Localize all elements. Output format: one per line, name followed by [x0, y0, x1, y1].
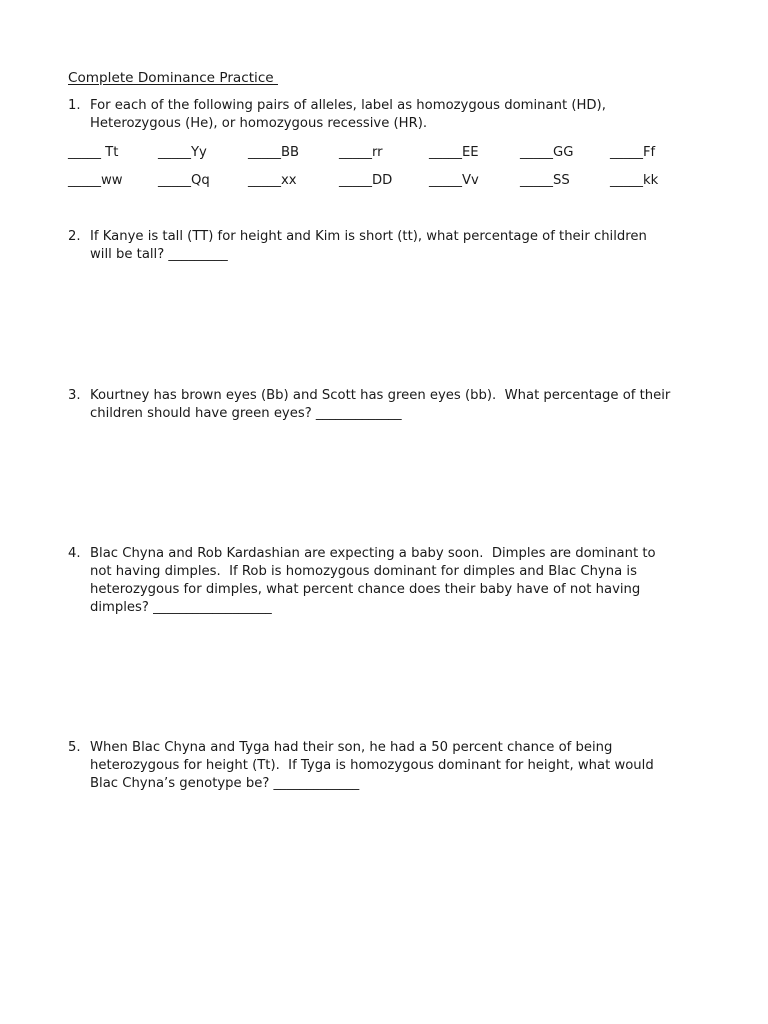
- allele-pair: _____kk: [610, 173, 659, 188]
- allele-pair: _____rr: [339, 145, 383, 160]
- question-line: When Blac Chyna and Tyga had their son, he had a 50 percent chance of being: [90, 740, 613, 755]
- question-text: [90, 228, 708, 264]
- allele-pair: _____DD: [339, 173, 393, 188]
- question-line: Blac Chyna’s genotype be? _____________: [90, 776, 360, 791]
- question-line: not having dimples. If Rob is homozygous dominant for dimples and Blac Chyna is: [90, 564, 637, 579]
- question-text: [90, 739, 708, 793]
- question-text: [90, 545, 708, 617]
- worksheet-title: Complete Dominance Practice: [68, 70, 278, 86]
- allele-pair: _____GG: [520, 145, 574, 160]
- question-line: Blac Chyna and Rob Kardashian are expecting a baby soon. Dimples are dominant to: [90, 546, 656, 561]
- allele-pair: _____BB: [248, 145, 300, 160]
- question-text: [90, 97, 708, 133]
- question-1: [68, 97, 708, 133]
- question-number: 3.: [68, 388, 81, 403]
- allele-pair: _____EE: [429, 145, 479, 160]
- question-line: If Kanye is tall (TT) for height and Kim is short (tt), what percentage of their children: [90, 229, 647, 244]
- question-text: [90, 387, 708, 423]
- question-line: Kourtney has brown eyes (Bb) and Scott has green eyes (bb). What percentage of their: [90, 388, 671, 403]
- allele-pair: _____Yy: [158, 145, 207, 160]
- allele-row-2: [68, 172, 708, 190]
- question-line: will be tall? _________: [90, 247, 228, 262]
- question-number: 5.: [68, 740, 81, 755]
- question-5: [68, 739, 708, 793]
- allele-row-1: [68, 144, 708, 162]
- question-2: [68, 228, 708, 264]
- question-number: 4.: [68, 546, 81, 561]
- allele-pair: _____Vv: [429, 173, 479, 188]
- question-line: heterozygous for height (Tt). If Tyga is homozygous dominant for height, what would: [90, 758, 654, 773]
- question-line: heterozygous for dimples, what percent chance does their baby have of not having: [90, 582, 641, 597]
- allele-pair: _____Ff: [610, 145, 656, 160]
- allele-pair: _____xx: [248, 173, 297, 188]
- question-3: [68, 387, 708, 423]
- question-4: [68, 545, 708, 617]
- allele-pair: _____SS: [520, 173, 570, 188]
- allele-pair: _____ww: [68, 173, 123, 188]
- question-line: dimples? __________________: [90, 600, 272, 615]
- allele-pair: _____ Tt: [68, 145, 119, 160]
- question-line: Heterozygous (He), or homozygous recessive (HR).: [90, 116, 428, 131]
- question-line: children should have green eyes? _____________: [90, 406, 402, 421]
- allele-pair: _____Qq: [158, 173, 210, 188]
- question-number: 2.: [68, 229, 81, 244]
- question-line: For each of the following pairs of alleles, label as homozygous dominant (HD),: [90, 98, 606, 113]
- question-number: 1.: [68, 98, 81, 113]
